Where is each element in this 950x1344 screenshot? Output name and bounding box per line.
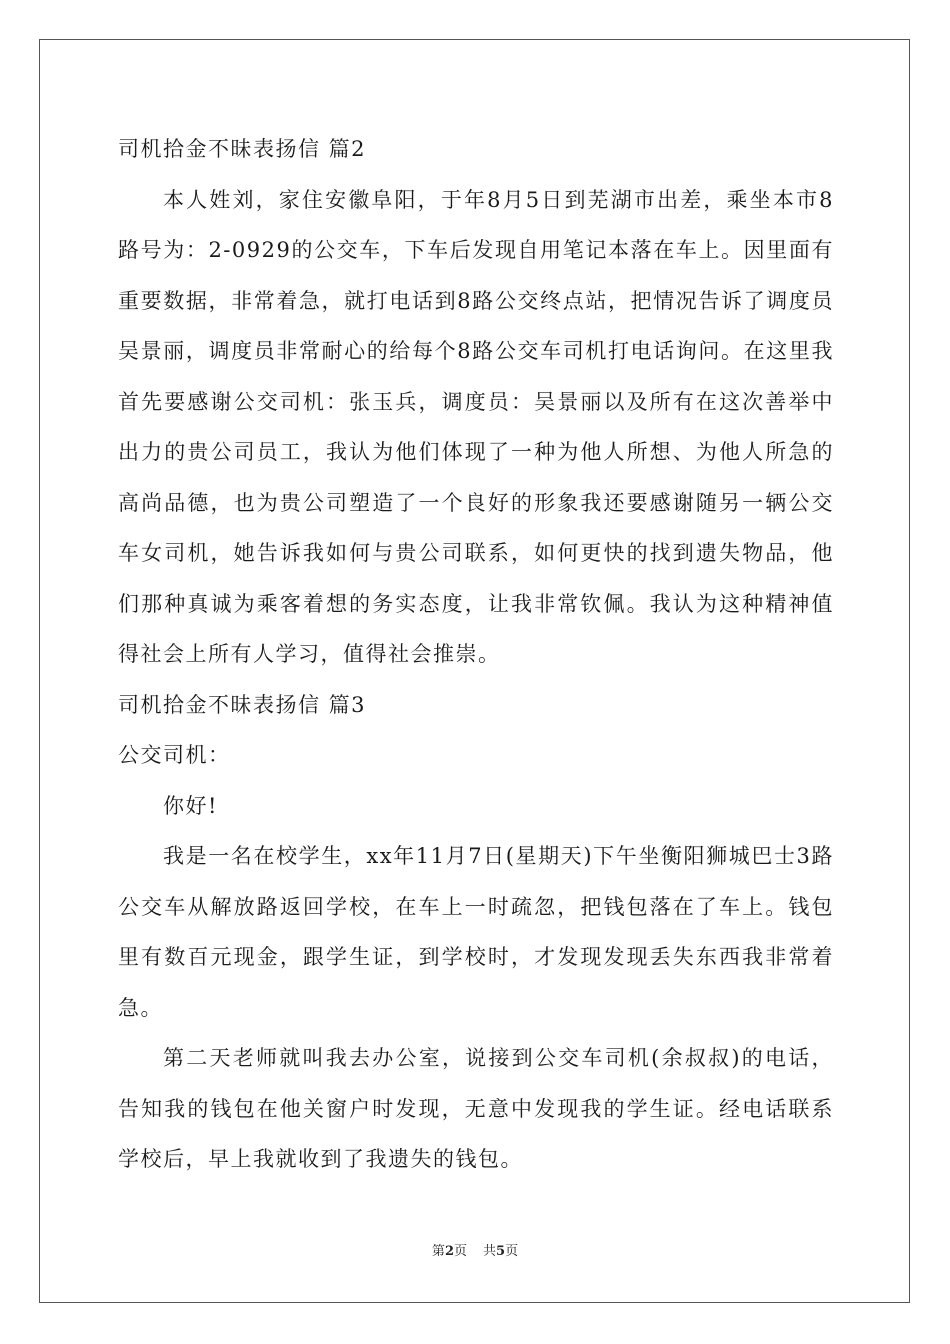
page-total: 5 <box>496 1244 506 1259</box>
greeting: 你好! <box>163 793 218 818</box>
total-suffix: 页 <box>505 1244 519 1259</box>
section-3-paragraph-1: 我是一名在校学生，xx年11月7日(星期天)下午坐衡阳狮城巴士3路公交车从解放路返回学校，在车上一时疏忽，把钱包落在了车上。钱包里有数百元现金，跟学生证，到学校时，才发现发现丢失东西我非常着急。 <box>118 844 834 1020</box>
page-footer <box>0 1240 950 1259</box>
page-suffix: 页 <box>453 1244 467 1259</box>
section-2-title: 司机拾金不昧表扬信 篇2 <box>118 137 367 161</box>
page-prefix: 第 <box>431 1244 445 1259</box>
salutation: 公交司机： <box>118 743 231 767</box>
document-body <box>118 124 834 1185</box>
section-3-title: 司机拾金不昧表扬信 篇3 <box>118 692 367 717</box>
section-2-paragraph: 本人姓刘，家住安徽阜阳，于年8月5日到芜湖市出差，乘坐本市8路号为：2-0929的公交车，下车后发现自用笔记本落在车上。因里面有重要数据，非常着急，就打电话到8路公交终点站，把情况告诉了调度员吴景丽，调度员非常耐心的给每个8路公交车司机打电话询问。在这里我首先要感谢公交司机：张玉兵，调度员：吴景丽以及所有在这次善举中出力的贵公司员工，我认为他们体现了一种为他人所想、为他人所急的高尚品德，也为贵公司塑造了一个良好的形象我还要感谢随另一辆公交车女司机，她告诉我如何与贵公司联系，如何更快的找到遗失物品，他们那种真诚为乘客着想的务实态度，让我非常钦佩。我认为这种精神值得社会上所有人学习，值得社会推崇。 <box>118 187 834 666</box>
section-3-paragraph-2: 第二天老师就叫我去办公室，说接到公交车司机(余叔叔)的电话，告知我的钱包在他关窗户时发现，无意中发现我的学生证。经电话联系学校后，早上我就收到了我遗失的钱包。 <box>118 1046 834 1171</box>
total-prefix: 共 <box>483 1244 497 1259</box>
page-current: 2 <box>444 1244 454 1259</box>
